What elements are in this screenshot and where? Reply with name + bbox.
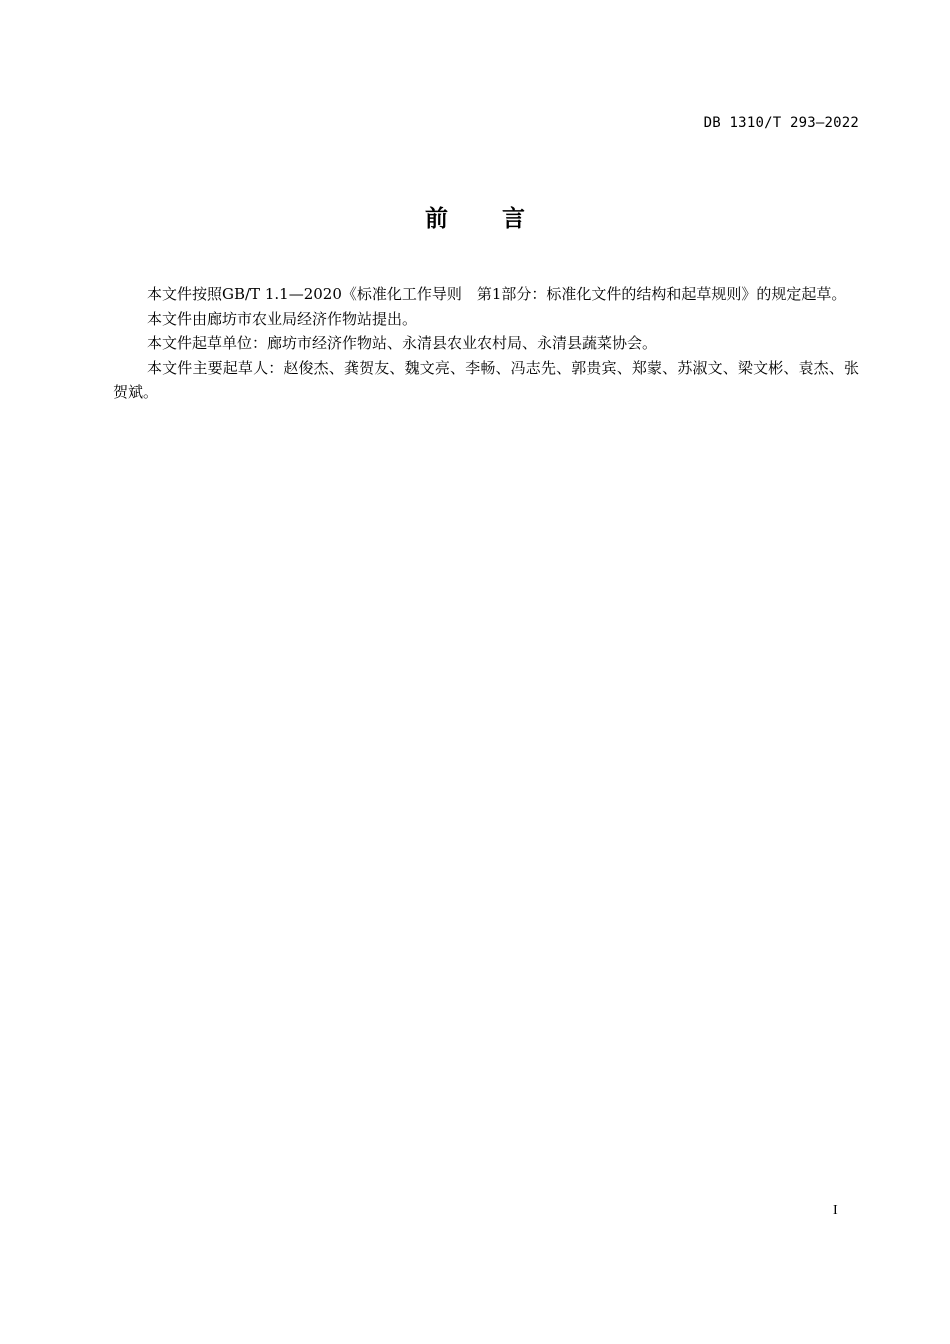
standard-code: DB 1310/T 293—2022: [703, 115, 859, 131]
paragraph-drafting-units: 本文件起草单位：廊坊市经济作物站、永清县农业农村局、永清县蔬菜协会。: [147, 334, 658, 352]
title-char-2: 言: [502, 206, 525, 232]
page-number: I: [833, 1203, 838, 1218]
paragraph-drafters: 本文件主要起草人：赵俊杰、龚贺友、魏文亮、李畅、冯志先、郭贵宾、郑蒙、苏淑文、梁文彬、袁杰、张贺斌。: [113, 358, 859, 401]
title-char-1: 前: [425, 206, 448, 232]
paragraph-drafting-basis: 本文件按照GB/T 1.1—2020《标准化工作导则 第1部分：标准化文件的结构和起草规则》的规定起草。: [147, 285, 847, 303]
page-title: [0, 200, 950, 233]
paragraph-proposer: 本文件由廊坊市农业局经济作物站提出。: [147, 309, 418, 328]
foreword-body: [113, 282, 859, 405]
